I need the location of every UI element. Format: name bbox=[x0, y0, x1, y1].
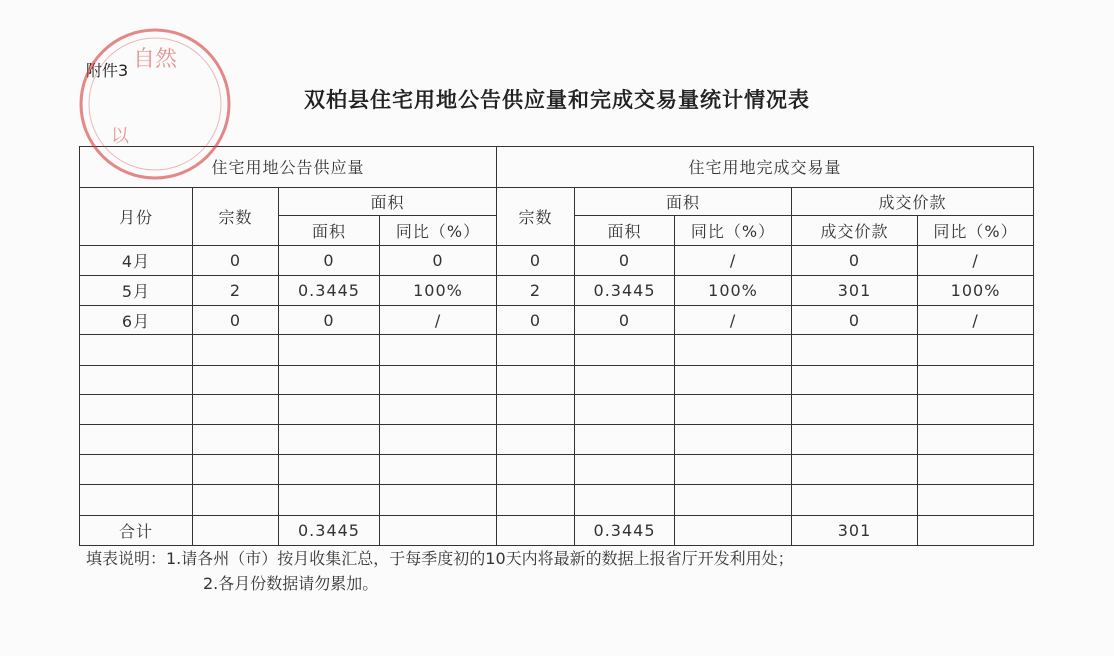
cell-supply-area: 0 bbox=[279, 305, 380, 334]
cell-price: 301 bbox=[792, 275, 918, 305]
table-row bbox=[80, 246, 1034, 275]
annex-label: 附件3 bbox=[86, 61, 129, 80]
empty-row bbox=[80, 365, 1034, 394]
cell-price: 0 bbox=[792, 305, 918, 334]
price-yoy-header: 同比（%） bbox=[918, 215, 1034, 245]
cell-transaction-area: 0 bbox=[575, 246, 675, 275]
cell-transaction-count: 0 bbox=[497, 246, 575, 275]
supply-group-header: 住宅用地公告供应量 bbox=[80, 147, 497, 188]
cell-transaction-area: 0.3445 bbox=[575, 275, 675, 305]
seal-top-text: 自然 bbox=[132, 47, 178, 72]
page-title: 双柏县住宅用地公告供应量和完成交易量统计情况表 bbox=[304, 87, 810, 112]
cell-month: 4月 bbox=[80, 246, 193, 275]
cell-transaction-yoy: 100% bbox=[675, 275, 792, 305]
transaction-count-header: 宗数 bbox=[497, 187, 575, 246]
cell-supply-yoy: 0 bbox=[380, 246, 497, 275]
empty-row bbox=[80, 335, 1034, 365]
cell-supply-count: 2 bbox=[193, 275, 279, 305]
transaction-area-group-header: 面积 bbox=[575, 187, 792, 215]
seal-bottom-text: 以 bbox=[111, 126, 129, 147]
supply-count-header: 宗数 bbox=[193, 187, 279, 246]
transaction-area-header: 面积 bbox=[575, 215, 675, 245]
supply-area-group-header: 面积 bbox=[279, 187, 497, 215]
total-supply-area: 0.3445 bbox=[279, 515, 380, 545]
supply-yoy-header: 同比（%） bbox=[380, 215, 497, 245]
fill-instructions bbox=[86, 546, 794, 596]
transaction-group-header: 住宅用地完成交易量 bbox=[497, 147, 1034, 188]
cell-price-yoy: 100% bbox=[918, 275, 1034, 305]
month-header: 月份 bbox=[80, 187, 193, 246]
cell-supply-yoy: / bbox=[380, 305, 497, 334]
table-row bbox=[80, 275, 1034, 305]
note-line-1: 填表说明：1.请各州（市）按月收集汇总，于每季度初的10天内将最新的数据上报省厅开发利用处； bbox=[86, 549, 794, 568]
cell-transaction-count: 2 bbox=[497, 275, 575, 305]
empty-row bbox=[80, 425, 1034, 454]
note-line-2: 2.各月份数据请勿累加。 bbox=[203, 574, 379, 593]
price-header: 成交价款 bbox=[792, 215, 918, 245]
total-price: 301 bbox=[792, 515, 918, 545]
cell-price: 0 bbox=[792, 246, 918, 275]
cell-price-yoy: / bbox=[918, 305, 1034, 334]
total-transaction-area: 0.3445 bbox=[575, 515, 675, 545]
statistics-table bbox=[79, 146, 1034, 546]
empty-row bbox=[80, 485, 1034, 515]
empty-row bbox=[80, 454, 1034, 484]
cell-month: 5月 bbox=[80, 275, 193, 305]
total-row bbox=[80, 515, 1034, 545]
cell-supply-area: 0 bbox=[279, 246, 380, 275]
cell-transaction-area: 0 bbox=[575, 305, 675, 334]
empty-row bbox=[80, 395, 1034, 425]
table-row bbox=[80, 305, 1034, 334]
cell-transaction-yoy: / bbox=[675, 246, 792, 275]
cell-supply-count: 0 bbox=[193, 305, 279, 334]
cell-transaction-yoy: / bbox=[675, 305, 792, 334]
price-group-header: 成交价款 bbox=[792, 187, 1034, 215]
cell-month: 6月 bbox=[80, 305, 193, 334]
cell-supply-count: 0 bbox=[193, 246, 279, 275]
total-label: 合计 bbox=[80, 515, 193, 545]
cell-supply-yoy: 100% bbox=[380, 275, 497, 305]
transaction-yoy-header: 同比（%） bbox=[675, 215, 792, 245]
cell-price-yoy: / bbox=[918, 246, 1034, 275]
cell-transaction-count: 0 bbox=[497, 305, 575, 334]
cell-supply-area: 0.3445 bbox=[279, 275, 380, 305]
supply-area-header: 面积 bbox=[279, 215, 380, 245]
